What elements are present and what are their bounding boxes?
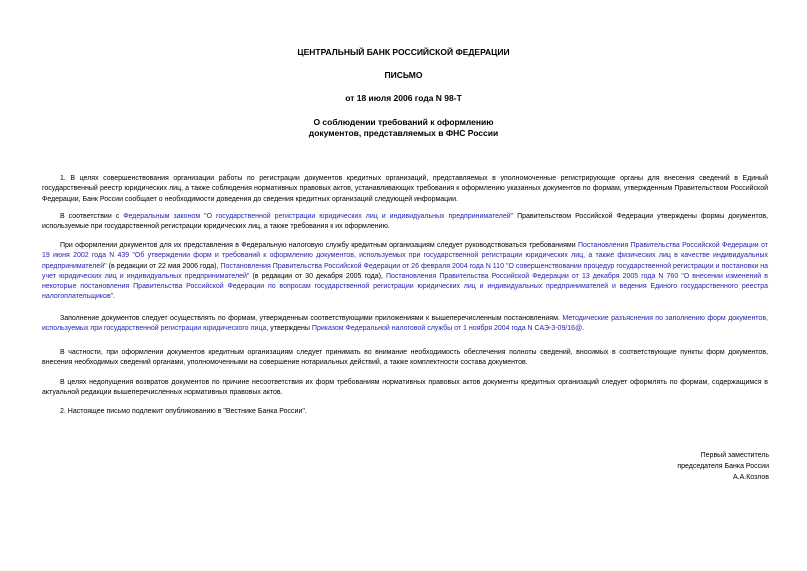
paragraph-4-text: Заполнение документов следует осуществлять по формам, утвержденным соответствующими приложениями к вышеперечисленным постановлениям. <box>60 315 563 322</box>
paragraph-3-text-3: (в редакции от 30 декабря 2005 года), <box>249 272 386 280</box>
paragraph-2-text-end: Правительством Российской Федерации утверждены формы документов, используемые при государственной регистрации юридических лиц, а также требования к их оформлению. <box>42 213 769 231</box>
paragraph-4 <box>42 314 768 335</box>
resolution-110-link[interactable]: Постановления Правительства Российской Федерации от 26 февраля 2004 года N 110 "О совершенствовании процедур государственной регистрации и постановки на учет юридических лиц и индивидуальных предпринимателей" <box>42 262 768 280</box>
resolution-439-link[interactable]: Постановления Правительства Российской Федерации от 19 июня 2002 года N 439 "Об утверждении форм и требований к оформлению документов, используемых при государственной регистрации юридических лиц, а также физических лиц в качестве индивидуальных предпринимателей" <box>42 242 768 270</box>
federal-law-link[interactable]: Федеральным законом "О государственной регистрации юридических лиц и индивидуальных предпринимателей" <box>123 213 514 220</box>
doc-type: ПИСЬМО <box>384 70 423 80</box>
paragraph-3-text-4: . <box>113 293 116 301</box>
org-title: ЦЕНТРАЛЬНЫЙ БАНК РОССИЙСКОЙ ФЕДЕРАЦИИ <box>297 47 510 57</box>
paragraph-4-text-2: , утверждены <box>266 325 312 333</box>
methodical-guidelines-link[interactable]: Методические разъяснения по заполнению форм документов, используемых при государственной регистрации юридического лица <box>42 315 768 333</box>
paragraph-2 <box>42 212 768 233</box>
paragraph-3-text-2: (в редакции от 22 мая 2006 года), <box>106 262 221 270</box>
paragraph-6 <box>42 378 768 399</box>
signature-position: Первый заместитель <box>700 452 769 459</box>
paragraph-5-text: В частности, при оформлении документов кредитным организациям следует принимать во внимание необходимость обеспечения полноты сведений, вносимых в соответствующие пункты форм документов, внесения необходимых сведений органами, уполномоченными на совершение нотариальных действий, а также комплектности состава документов. <box>42 349 768 367</box>
paragraph-2-text: В соответствии с <box>60 213 124 220</box>
resolution-760-link[interactable]: Постановления Правительства Российской Федерации от 13 декабря 2005 года N 760 "О внесении изменений в некоторые постановления Правительства Российской Федерации по вопросам государственной регистрации юридических лиц и индивидуальных предпринимателей и ведения Единого государственного реестра налогоплательщиков" <box>42 272 768 301</box>
paragraph-1 <box>42 174 768 205</box>
paragraph-4-text-3: . <box>582 325 585 333</box>
paragraph-7-text: 2. Настоящее письмо подлежит опубликованию в "Вестнике Банка России". <box>60 408 307 415</box>
signatory-name: А.А.Козлов <box>732 474 769 481</box>
paragraph-5 <box>42 348 768 369</box>
paragraph-3 <box>42 241 768 303</box>
paragraph-7 <box>42 407 768 417</box>
paragraph-6-text: В целях недопущения возвратов документов по причине несоответствия их форм требованиям нормативных правовых актов документы кредитных организаций следует оформлять по формам, содержащимся в актуальной редакции вышеперечисленных нормативных правовых актов. <box>42 379 768 397</box>
signature-block <box>609 450 769 483</box>
subject-line-2: документов, представляемых в ФНС России <box>308 128 499 138</box>
paragraph-1-text: 1. В целях совершенствования организации работы по регистрации документов кредитных организаций, представляемых в уполномоченные регистрирующие органы для внесения сведений в Единый государственный реестр юридических лиц, а также соблюдения нормативных правовых актов, устанавливающих требования к оформлению указанных документов по формам, утвержденным Правительством Российской Федерации, Банк России сообщает о необходимости доведения до сведения кредитных организаций следующей информации. <box>42 175 768 203</box>
paragraph-3-text: При оформлении документов для их представления в Федеральную налоговую службу кредитным организациям следует руководствоваться требованиями <box>60 242 578 249</box>
signature-organization: председателя Банка России <box>677 463 769 470</box>
doc-date: от 18 июля 2006 года N 98-Т <box>345 93 462 103</box>
fns-order-link[interactable]: Приказом Федеральной налоговой службы от 1 ноября 2004 года N САЭ-3-09/16@ <box>311 325 583 333</box>
subject-line-1: О соблюдении требований к оформлению <box>313 117 494 127</box>
